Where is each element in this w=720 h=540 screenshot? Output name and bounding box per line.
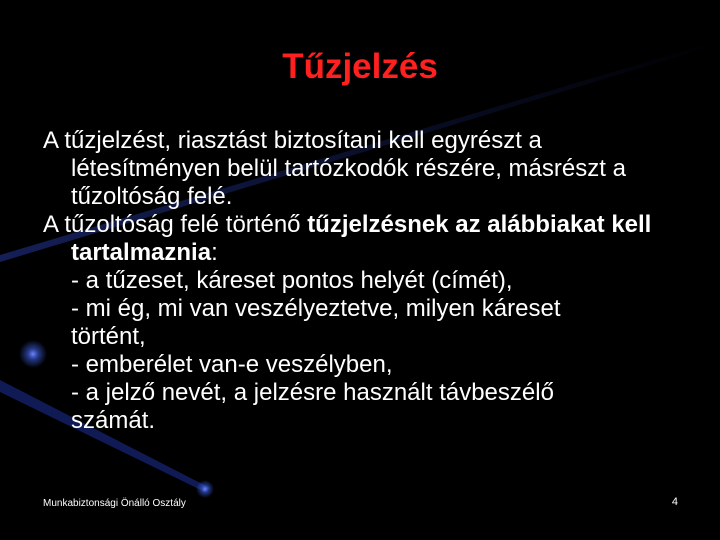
paragraph-2-emphasis: tűzjelzésnek az alábbiakat kell tartalmaznia [71, 211, 652, 266]
paragraph-2-colon: : [211, 239, 218, 266]
list-item-continuation: számát. [71, 407, 156, 434]
slide-title: Tűzjelzés [282, 47, 438, 86]
list-item: - a jelző nevét, a jelzésre használt távbeszélő [71, 379, 554, 406]
list-item: - emberélet van-e veszélyben, [71, 351, 393, 378]
paragraph-2 [43, 211, 683, 267]
paragraph-1: A tűzjelzést, riasztást biztosítani kell egyrészt a létesítményen belül tartózkodók részére, másrészt a tűzoltóság felé. [43, 127, 626, 210]
list-item-continuation: történt, [71, 323, 146, 350]
list-item: - mi ég, mi van veszélyeztetve, milyen káreset [71, 295, 561, 322]
page-number: 4 [671, 496, 678, 508]
list-item: - a tűzeset, káreset pontos helyét (címét), [71, 267, 513, 294]
footer-text: Munkabiztonsági Önálló Osztály [43, 498, 186, 509]
paragraph-2-text: A tűzoltóság felé történő [43, 211, 308, 238]
slide-body [43, 127, 683, 435]
glow-dot-small [196, 480, 214, 498]
